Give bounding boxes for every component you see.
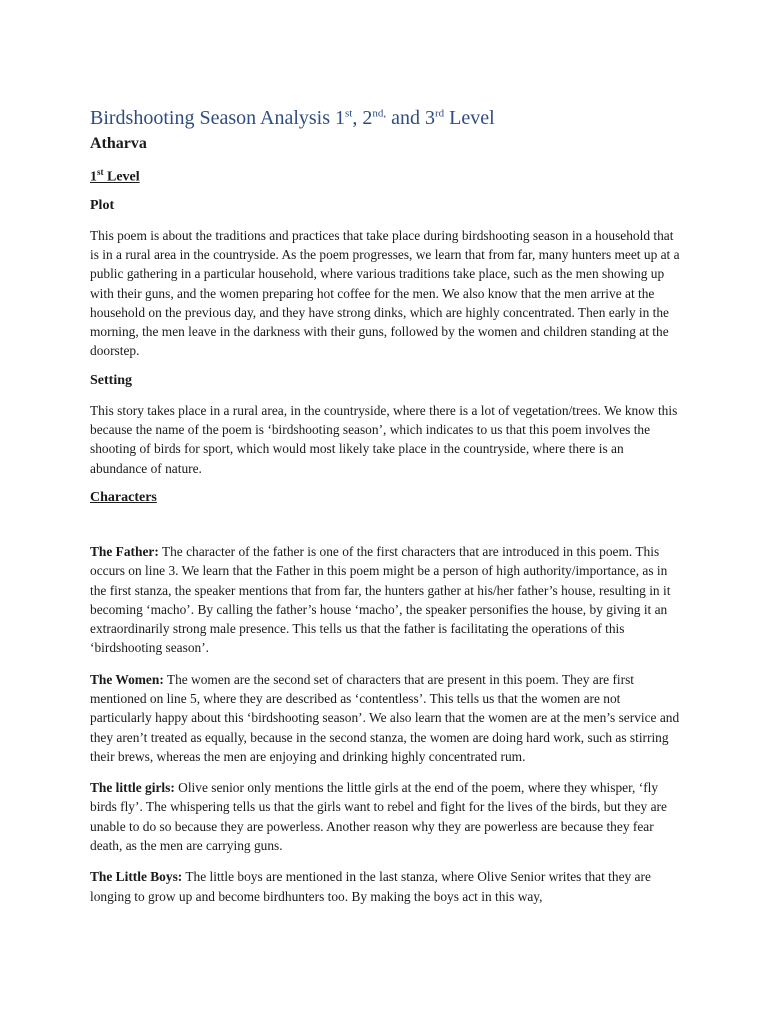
character-text: The women are the second set of characters that are present in this poem. They are first mentioned on line 5, where they are described as ‘contentless’. This tells us that the women are not particularly happy about this ‘birdshooting season’. We also learn that the women are at the men’s service and they aren’t treated as equally, because in the second stanza, the women are doing hard work, such as stirring their brews, whereas the men are enjoying and drinking highly concentrated rum. [90, 671, 680, 764]
character-text: The character of the father is one of the first characters that are introduced in this poem. This occurs on line 3. We learn that the Father in this poem might be a person of high authority/importance, as in the first stanza, the speaker mentions that from far, the hunters gather at his/her father’s house, resulting in it becoming ‘macho’. By calling the father’s house ‘macho’, the speaker personifies the house, by giving it an extraordinarily strong male presence. This tells us that the father is facilitating the operations of this ‘birdshooting season’. [90, 543, 671, 656]
document-title [90, 106, 682, 131]
character-label: The Little Boys: [90, 869, 183, 885]
level-number: 1 [90, 169, 97, 185]
characters-heading: Characters [90, 489, 157, 505]
character-label: The Father: [90, 543, 159, 559]
title-text: and 3 [386, 107, 435, 129]
blank-line [90, 518, 682, 542]
character-paragraph-father [90, 542, 682, 658]
character-paragraph-little-boys [90, 867, 682, 906]
title-text: Birdshooting Season Analysis 1 [90, 107, 346, 129]
title-text: , 2 [352, 107, 373, 129]
level-heading [90, 167, 682, 186]
character-label: The little girls: [90, 780, 175, 796]
plot-heading: Plot [90, 197, 115, 213]
title-superscript: rd [435, 107, 445, 120]
author-name: Atharva [90, 135, 147, 152]
level-superscript: st [97, 167, 104, 177]
title-text: Level [444, 107, 495, 129]
setting-paragraph: This story takes place in a rural area, in the countryside, where there is a lot of vegetation/trees. We know this because the name of the poem is ‘birdshooting season’, which indicates to us that this poem involves the shooting of birds for sport, which would most likely take place in the countryside, where there is an abundance of nature. [90, 402, 678, 476]
setting-heading: Setting [90, 372, 132, 388]
level-word: Level [103, 169, 140, 185]
character-text: Olive senior only mentions the little girls at the end of the poem, where they whisper, ‘fly birds fly’. The whispering tells us that the girls want to rebel and fight for the lives of the birds, but they are unable to do so because they are powerless. Another reason why they are powerless are because they fear death, as the men are carrying guns. [90, 780, 667, 854]
plot-paragraph: This poem is about the traditions and practices that take place during birdshooting season in a household that is in a rural area in the countryside. As the poem progresses, we learn that from far, many hunters meet up at a public gathering in a particular household, where various traditions take place, such as the men showing up with their guns, and the women preparing hot coffee for the men. We also know that the men arrive at the household on the previous day, and they have strong dinks, which are highly concentrated. Then early in the morning, the men leave in the darkness with their guns, followed by the women and children standing at the doorstep. [90, 227, 680, 359]
title-superscript: st [345, 107, 353, 120]
character-text: The little boys are mentioned in the last stanza, where Olive Senior writes that they are longing to grow up and become birdhunters too. By making the boys act in this way, [90, 869, 651, 904]
character-label: The Women: [90, 671, 164, 687]
character-paragraph-little-girls [90, 778, 682, 855]
title-superscript: nd, [372, 107, 387, 120]
character-paragraph-women [90, 670, 682, 766]
